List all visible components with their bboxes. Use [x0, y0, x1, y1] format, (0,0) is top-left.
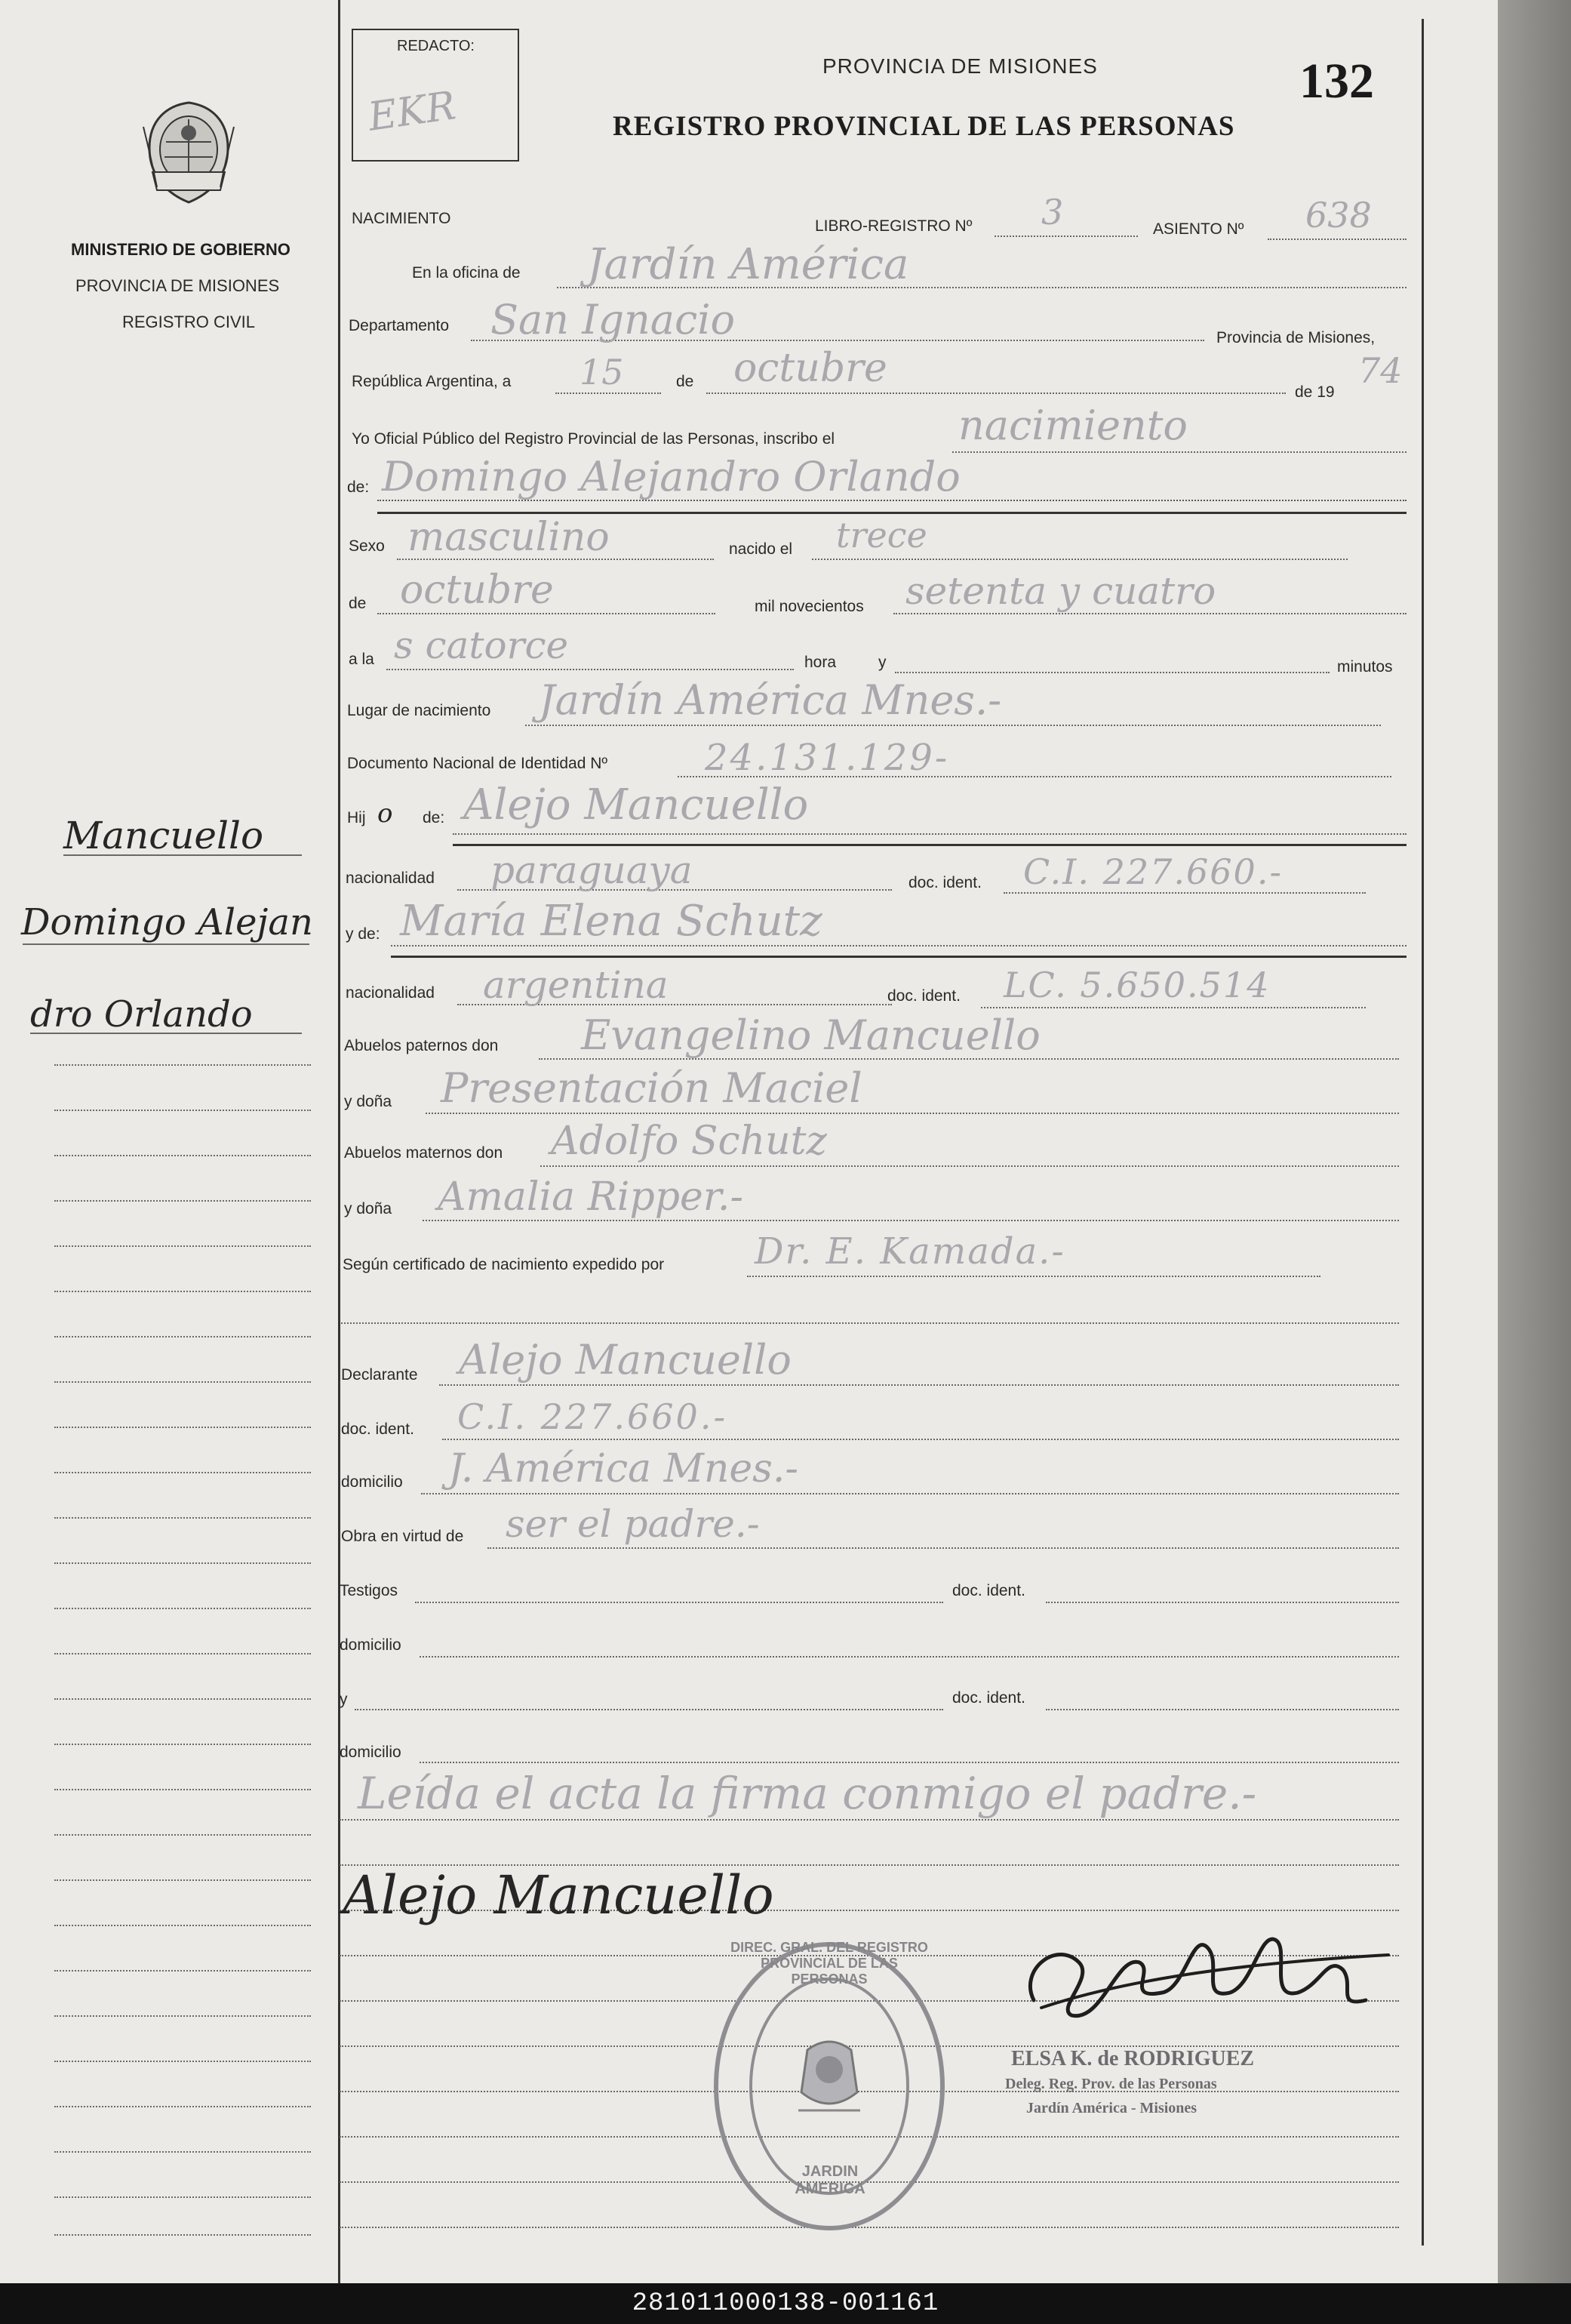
libro-field-line [995, 235, 1138, 237]
oficina-label: En la oficina de [412, 264, 521, 282]
domicilio-value: J. América Mnes.- [448, 1446, 798, 1491]
obra-label: Obra en virtud de [341, 1528, 464, 1545]
margin-line [54, 1155, 311, 1156]
margin-line [54, 1472, 311, 1473]
margin-line [54, 2151, 311, 2153]
abuela-mat-field-line [423, 1220, 1399, 1221]
nacido-value: trece [836, 515, 927, 556]
yde-label: y de: [346, 925, 380, 943]
officer-signature [1011, 1887, 1403, 2038]
closing-value: Leída el acta la firma conmigo el padre.- [358, 1768, 1257, 1819]
father-nat-label: nacionalidad [346, 870, 435, 887]
year-value: 74 [1358, 350, 1403, 391]
father-nat-value: paraguaya [490, 848, 693, 892]
de-label: de [676, 373, 694, 390]
officer-location: Jardín América - Misiones [1026, 2100, 1197, 2116]
abuelo-mat-field-line [540, 1165, 1399, 1167]
inscribo-value: nacimiento [958, 402, 1188, 449]
certificado-field-line [747, 1276, 1320, 1277]
mil-field-line [893, 613, 1407, 614]
margin-line [54, 1834, 311, 1836]
margin-line [54, 1653, 311, 1655]
ministry-line2: PROVINCIA DE MISIONES [75, 276, 280, 295]
year-label: de 19 [1295, 383, 1335, 401]
margin-line [63, 854, 302, 856]
page-number: 132 [1299, 54, 1374, 109]
declarante-value: Alejo Mancuello [459, 1336, 792, 1384]
test-doc-label: doc. ident. [952, 1582, 1025, 1599]
redacto-box [352, 29, 519, 162]
hora-label: hora [804, 654, 837, 671]
margin-line [54, 1925, 311, 1926]
dni-label: Documento Nacional de Identidad Nº [347, 755, 608, 772]
certificado-value: Dr. E. Kamada.- [755, 1230, 1065, 1273]
sexo-label: Sexo [349, 537, 385, 555]
coat-of-arms-emblem [136, 97, 241, 210]
domicilio-label: domicilio [341, 1473, 403, 1491]
y2-label: y [340, 1691, 348, 1708]
ydona-pat-label: y doña [344, 1093, 392, 1110]
margin-line [54, 1245, 311, 1247]
hora-value: s catorce [394, 623, 569, 667]
margin-line [54, 1517, 311, 1519]
declarante-field-line [439, 1384, 1399, 1386]
margin-line [54, 1608, 311, 1609]
image-id-footer: 281011000138-001161 [0, 2283, 1571, 2324]
person-value: Domingo Alejandro Orlando [382, 453, 961, 500]
margin-border-line [338, 0, 340, 2283]
mother-doc-value: LC. 5.650.514 [1004, 965, 1271, 1005]
father-field-line [453, 833, 1407, 835]
lugar-label: Lugar de nacimiento [347, 702, 491, 719]
seal-center-text: JARDIN AMERICA [795, 2163, 865, 2197]
father-doc-value: C.I. 227.660.- [1023, 851, 1283, 892]
margin-note-line3: dro Orlando [30, 993, 253, 1036]
margin-line [54, 1970, 311, 1972]
abuela-pat-value: Presentación Maciel [441, 1064, 862, 1112]
hijo-de-label: de: [423, 809, 445, 826]
ministry-line3: REGISTRO CIVIL [122, 312, 256, 331]
libro-value: 3 [1041, 192, 1064, 232]
margin-line [54, 1200, 311, 1202]
ala-label: a la [349, 651, 374, 668]
hijo-label: Hij [347, 809, 366, 826]
lugar-value: Jardín América Mnes.- [539, 676, 1002, 724]
month2-field-line [377, 613, 715, 614]
margin-line [54, 1427, 311, 1428]
sexo-value: masculino [407, 515, 610, 560]
mil-value: setenta y cuatro [905, 569, 1216, 613]
margin-line [54, 2015, 311, 2017]
margin-line [54, 2106, 311, 2107]
day-field-line [555, 392, 661, 394]
father-doc-label: doc. ident. [908, 874, 982, 891]
officer-name: ELSA K. de RODRIGUEZ [1011, 2047, 1255, 2070]
hora-field-line [386, 669, 794, 670]
father-value: Alejo Mancuello [463, 780, 809, 830]
mother-doc-label: doc. ident. [887, 987, 961, 1005]
mother-nat-value: argentina [483, 963, 669, 1007]
obra-field-line [487, 1547, 1399, 1549]
month-field-line [706, 392, 1286, 394]
margin-line [54, 1110, 311, 1111]
test2-doc-field-line [1046, 1709, 1399, 1710]
margin-note-line1: Mancuello [63, 814, 264, 857]
margin-line [54, 2061, 311, 2062]
departamento-label: Departamento [349, 317, 450, 334]
certificado-label: Según certificado de nacimiento expedido por [343, 1256, 665, 1273]
margin-line [54, 1562, 311, 1564]
mother-doc-field-line [981, 1007, 1366, 1008]
oficina-value: Jardín América [587, 240, 909, 289]
yo-oficial-label: Yo Oficial Público del Registro Provincial de las Personas, inscribo el [352, 430, 835, 448]
seal-text: DIREC. GRAL. DEL REGISTRO PROVINCIAL DE LAS PERSONAS [730, 1940, 928, 1987]
test-dom-field-line [420, 1656, 1399, 1658]
provincia-suffix: Provincia de Misiones, [1216, 329, 1376, 346]
mil-label: mil novecientos [755, 598, 864, 615]
officer-title: Deleg. Reg. Prov. de las Personas [1005, 2076, 1217, 2092]
margin-line [23, 943, 309, 945]
mother-value: María Elena Schutz [400, 897, 822, 946]
redacto-label: REDACTO: [397, 38, 475, 54]
inscribo-field-line [952, 451, 1407, 453]
closing-field-line [340, 1819, 1399, 1821]
nacido-field-line [812, 559, 1348, 560]
abuela-mat-value: Amalia Ripper.- [438, 1174, 744, 1220]
redacto-value: EKR [365, 83, 459, 140]
lugar-field-line [525, 725, 1381, 726]
de-person-label: de: [347, 479, 370, 496]
month-value: octubre [733, 346, 887, 391]
abuela-pat-field-line [426, 1113, 1399, 1114]
minutos-field-line [895, 672, 1330, 673]
margin-line [54, 1879, 311, 1881]
abuelo-pat-value: Evangelino Mancuello [581, 1011, 1041, 1059]
de2-label: de [349, 595, 367, 612]
father-underline [453, 844, 1407, 846]
decl-doc-field-line [442, 1439, 1399, 1440]
testigos-field-line [415, 1602, 943, 1603]
abuelos-pat-label: Abuelos paternos don [344, 1037, 499, 1054]
margin-note-line2: Domingo Alejan [21, 901, 313, 943]
margin-line [54, 1381, 311, 1383]
libro-label: LIBRO-REGISTRO Nº [815, 217, 973, 235]
mother-underline [391, 956, 1407, 958]
margin-line [30, 1033, 302, 1034]
month2-value: octubre [400, 568, 554, 613]
day-value: 15 [580, 352, 624, 392]
margin-line [54, 1744, 311, 1745]
test-doc-field-line [1046, 1602, 1399, 1603]
father-signature: Alejo Mancuello [343, 1864, 774, 1926]
official-seal [709, 1937, 949, 2236]
abuelo-mat-value: Adolfo Schutz [551, 1119, 827, 1164]
republica-label: República Argentina, a [352, 373, 512, 390]
person-underline [377, 512, 1407, 514]
obra-value: ser el padre.- [506, 1502, 760, 1546]
margin-line [54, 2234, 311, 2236]
nacido-label: nacido el [729, 540, 793, 558]
certificado-extra-line [341, 1322, 1399, 1324]
decl-doc-label: doc. ident. [341, 1421, 414, 1438]
test2-doc-label: doc. ident. [952, 1689, 1025, 1707]
testigos-label: Testigos [340, 1582, 398, 1599]
asiento-label: ASIENTO Nº [1153, 220, 1244, 238]
margin-line [54, 1789, 311, 1790]
y-label: y [878, 654, 887, 671]
mother-nat-label: nacionalidad [346, 984, 435, 1002]
test2-field-line [355, 1709, 943, 1710]
asiento-field-line [1268, 239, 1407, 240]
nacimiento-label: NACIMIENTO [352, 210, 451, 227]
page-edge-shadow [1498, 0, 1571, 2283]
abuelos-mat-label: Abuelos maternos don [344, 1144, 503, 1162]
decl-doc-value: C.I. 227.660.- [457, 1396, 727, 1437]
domicilio-field-line [421, 1493, 1399, 1494]
ministry-line1: MINISTERIO DE GOBIERNO [71, 240, 291, 259]
departamento-value: San Ignacio [490, 296, 736, 343]
margin-line [54, 1291, 311, 1292]
margin-line [54, 1064, 311, 1066]
father-doc-field-line [1004, 892, 1366, 894]
minutos-label: minutos [1337, 658, 1393, 676]
test2-dom-label: domicilio [340, 1744, 401, 1761]
margin-line [54, 2196, 311, 2198]
margin-line [54, 1698, 311, 1700]
test2-dom-field-line [420, 1762, 1399, 1763]
declarante-label: Declarante [341, 1366, 418, 1384]
right-border-line [1422, 19, 1424, 2246]
province-title: PROVINCIA DE MISIONES [822, 54, 1098, 78]
asiento-value: 638 [1305, 195, 1372, 235]
hijo-suffix: o [377, 799, 393, 829]
margin-line [54, 1336, 311, 1337]
test-dom-label: domicilio [340, 1636, 401, 1654]
ydona-mat-label: y doña [344, 1200, 392, 1217]
dni-value: 24.131.129- [705, 737, 950, 779]
registry-title: REGISTRO PROVINCIAL DE LAS PERSONAS [613, 111, 1235, 142]
